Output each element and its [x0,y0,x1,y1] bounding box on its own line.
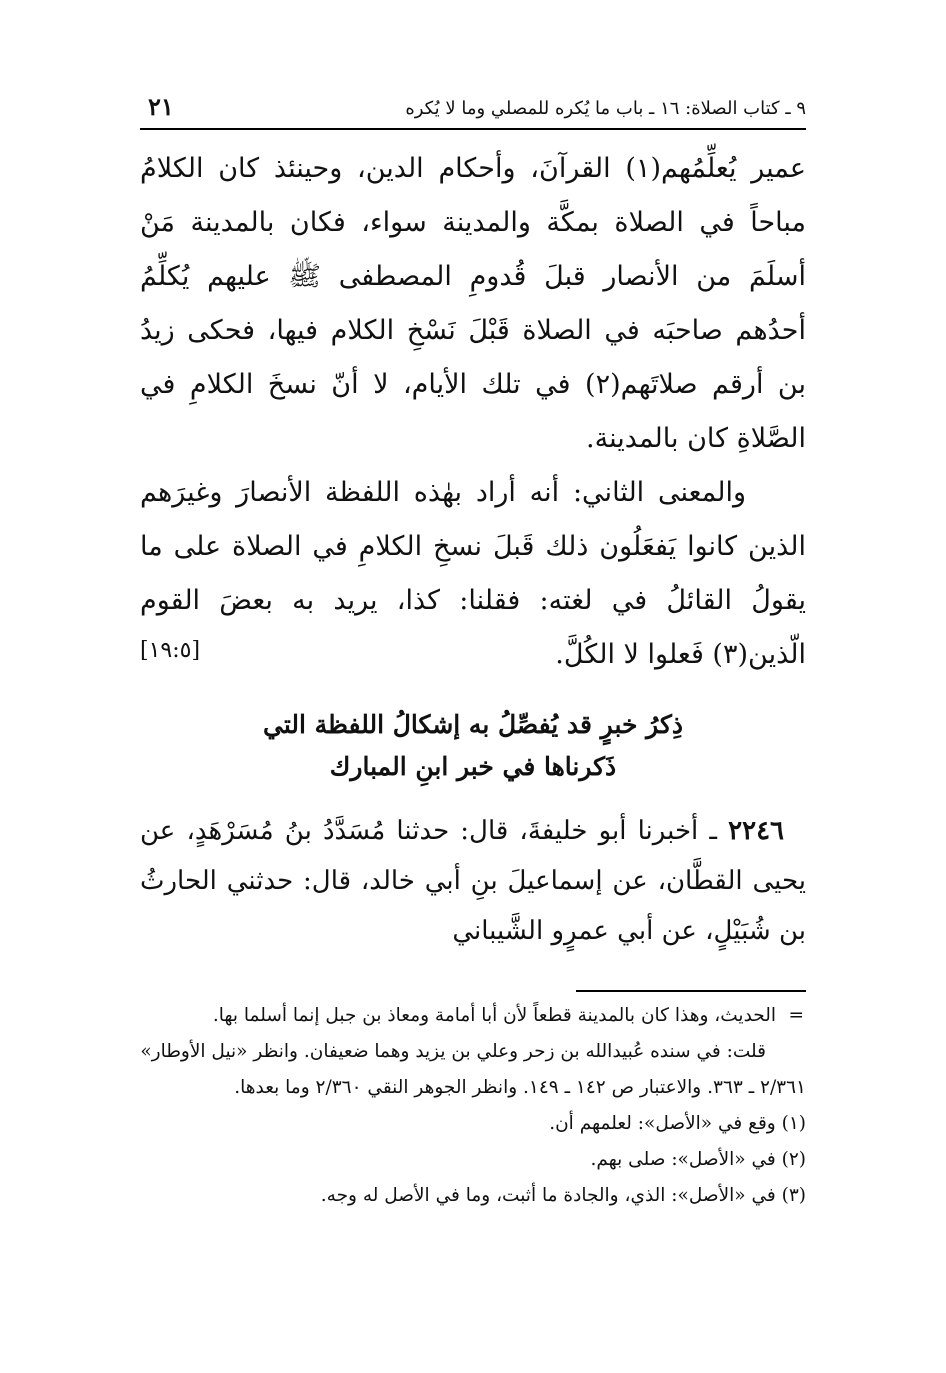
footnote-2: (٢) في «الأصل»: صلى بهم. [590,1149,806,1170]
reference-mark: [١٩:٥] [140,638,201,663]
paragraph-2-wrapper [140,466,806,682]
running-title: ٩ ـ كتاب الصلاة: ١٦ ـ باب ما يُكره للمصلي وما لا يُكره [405,98,806,119]
footnote-3: (٣) في «الأصل»: الذي، والجادة ما أثبت، وما في الأصل له وجه. [320,1185,806,1206]
footnote-separator [576,990,806,992]
paragraph-1: عمير يُعلِّمُهم(١) القرآنَ، وأحكام الدين، وحينئذ كان الكلامُ مباحاً في الصلاة بمكَّة والمدينة سواء، فكان بالمدينة مَنْ أسلَمَ من الأنصار قبلَ قُدومِ المصطفى ﷺ عليهم يُكلِّمُ أحدُهم صاحبَه في الصلاة قَبْلَ نَسْخِ الكلام فيها، فحكى زيدُ بن أرقم صلاتَهم(٢) في تلك الأيام، لا أنّ نسخَ الكلامِ في الصَّلاةِ كان بالمدينة. [140,153,806,454]
hadith-chain: ـ أخبرنا أبو خليفةَ، قال: حدثنا مُسَدَّدُ بنُ مُسَرْهَدٍ، عن يحيى القطَّان، عن إسماعيلَ بنِ أبي خالد، قال: حدثني الحارثُ بن شُبَيْلٍ، عن أبي عمرٍو الشَّيباني [140,816,806,946]
footnote-continuation [140,998,806,1034]
hadith-number: ٢٢٤٦ [728,816,784,846]
editor-note: قلت: في سنده عُبيدالله بن زحر وعلي بن يزيد وهما ضعيفان. وانظر «نيل الأوطار» ٢/٣٦١ ـ ٣٦٣. والاعتبار ص ١٤٢ ـ ١٤٩. وانظر الجوهر النقي ٢/٣٦٠ وما بعدها. [140,1041,806,1098]
footnotes [140,998,806,1214]
header-rule [140,128,806,130]
paragraph-2: والمعنى الثاني: أنه أراد بهٰذه اللفظة الأنصارَ وغيرَهم الذين كانوا يَفعَلُون ذلك قَبلَ نسخِ الكلامِ في الصلاة على ما يقولُ القائلُ في لغته: فقلنا: كذا، يريد به بعضَ القوم الّذين(٣) فَعلوا لا الكُلَّ. [140,477,806,670]
section-heading-line-1: ذِكرُ خبرٍ قد يُفصِّلُ به إشكالُ اللفظة التي [262,710,684,739]
footnote-continuation-text: الحديث، وهذا كان بالمدينة قطعاً لأن أبا أمامة ومعاذ بن جبل إنما أسلما بها. [212,1005,776,1026]
page-header [140,92,806,128]
book-page [140,92,806,1214]
footnote-1: (١) وقع في «الأصل»: لعلمهم أن. [549,1113,806,1134]
section-heading-line-2: ذَكرناها في خبر ابنِ المبارك [329,752,617,781]
continuation-mark: = [788,1005,804,1026]
section-heading [140,704,806,788]
page-number: ٢١ [148,92,174,121]
main-text [140,142,806,682]
hadith-text [140,806,806,956]
